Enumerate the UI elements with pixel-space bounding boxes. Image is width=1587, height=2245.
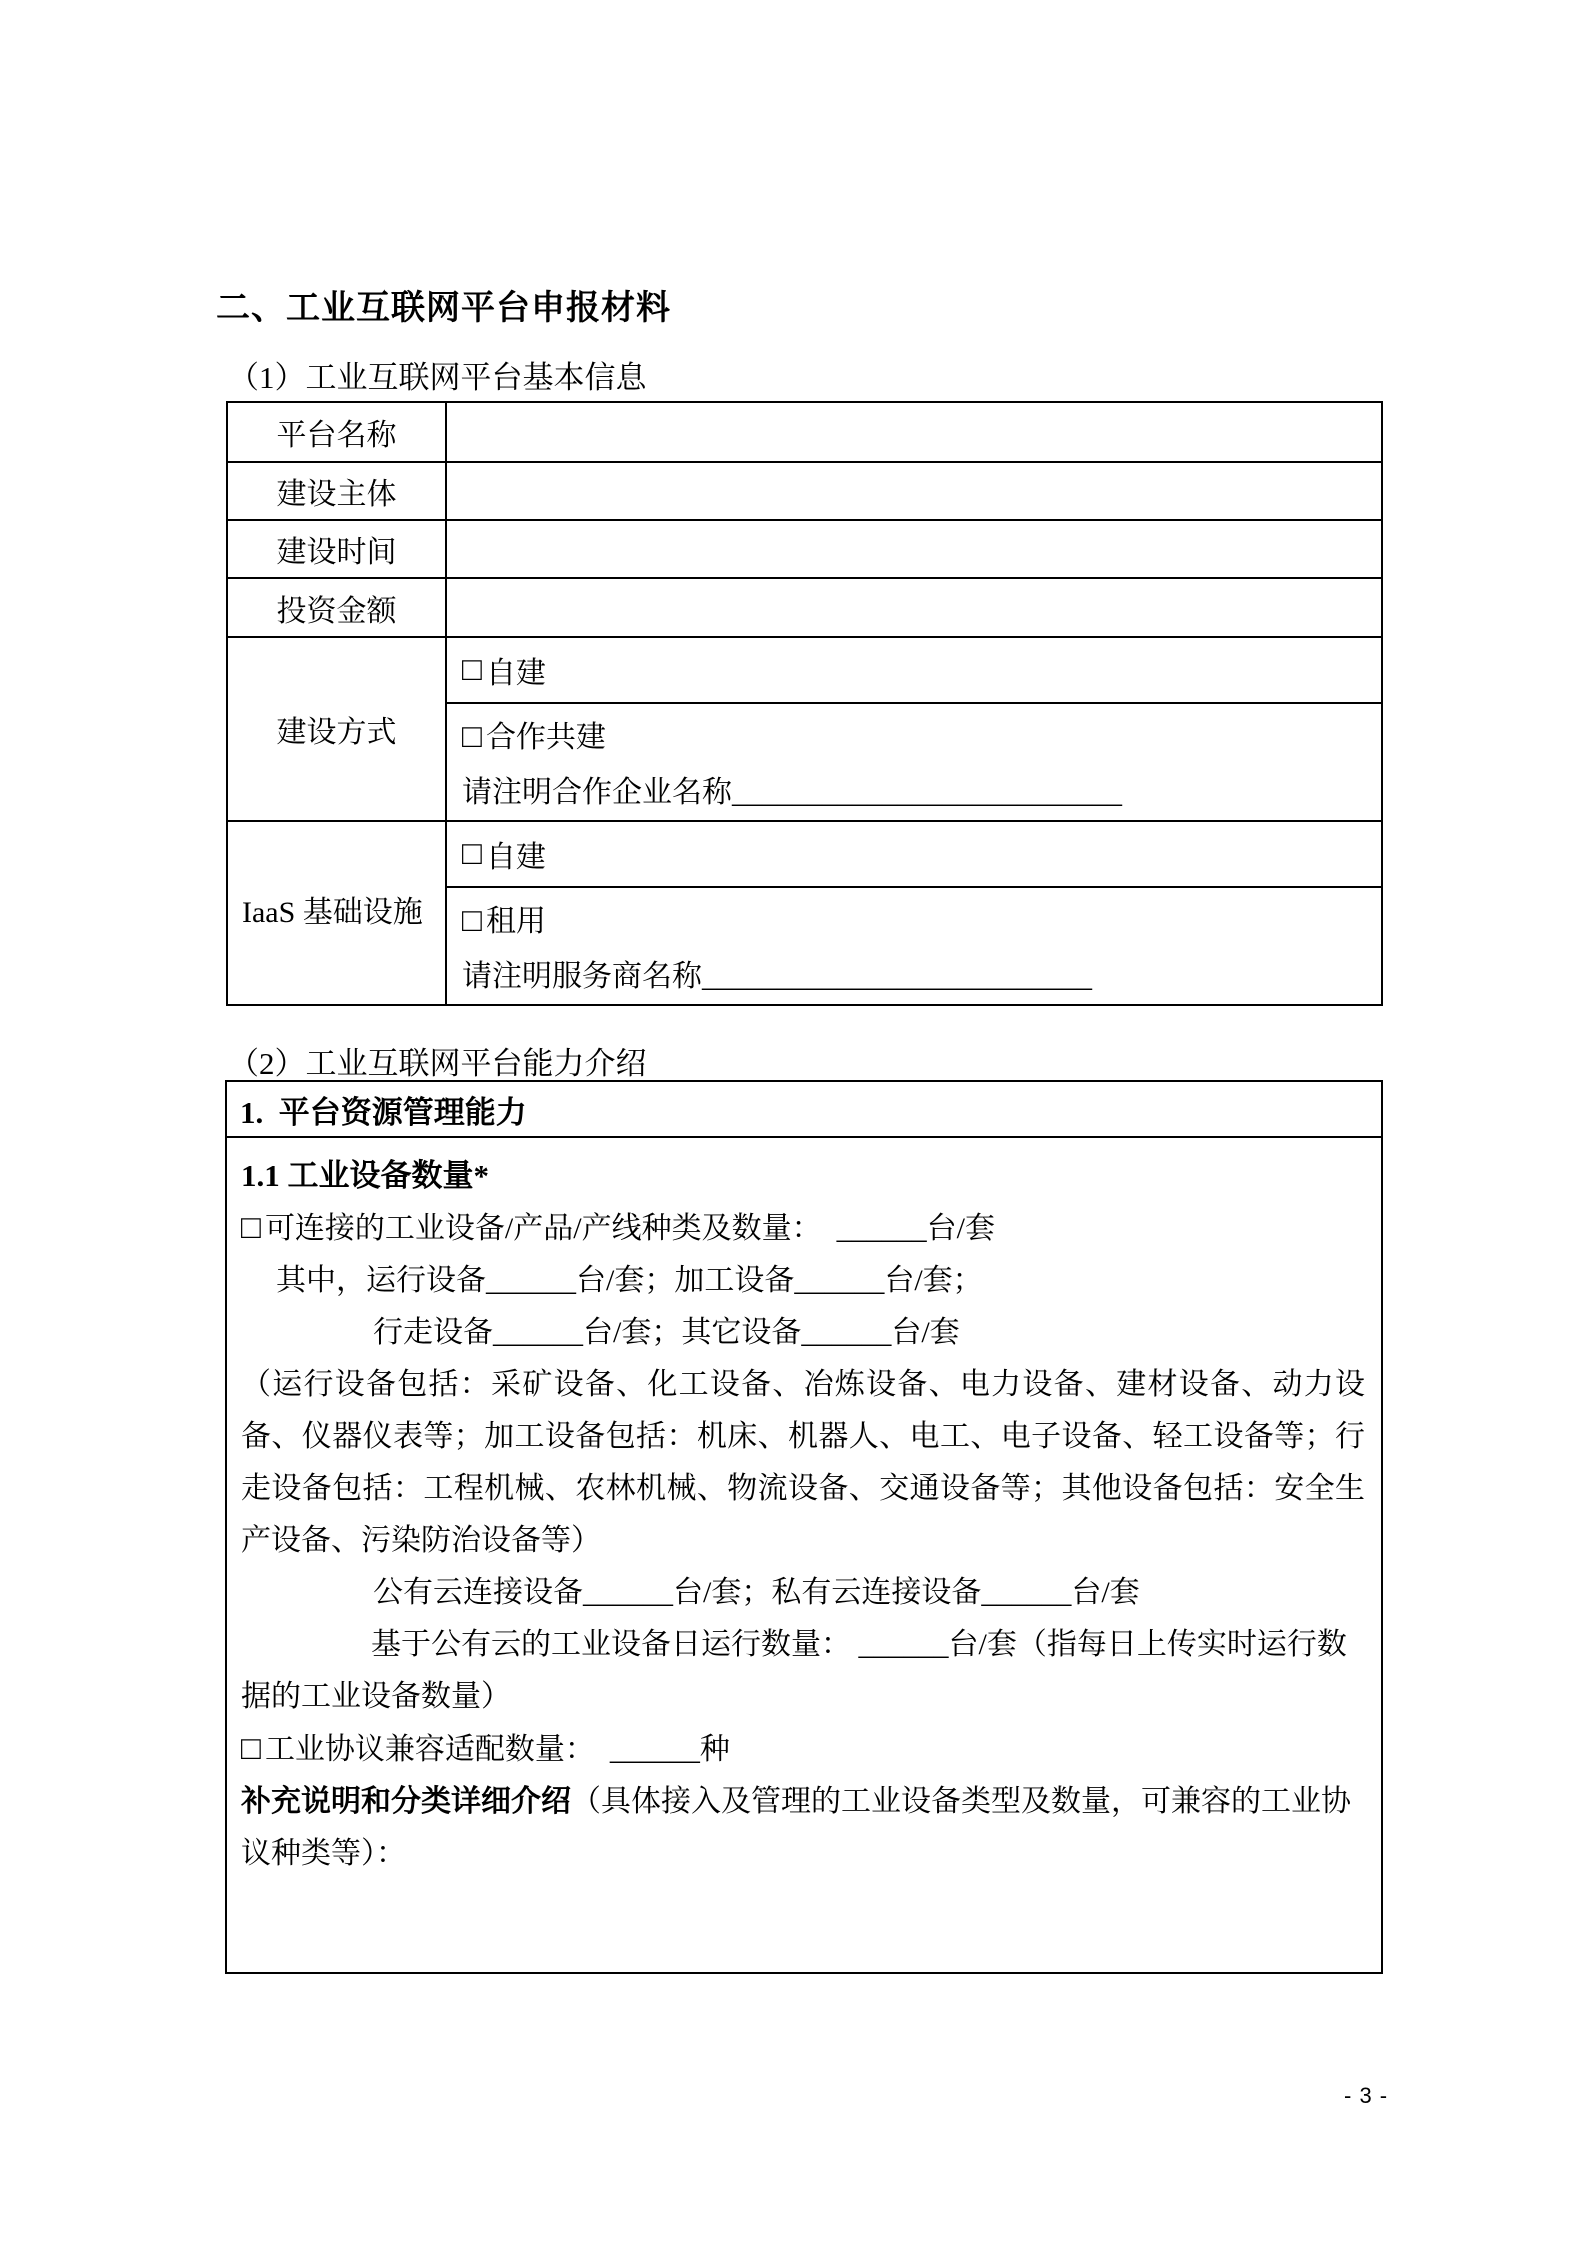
option-label: 自建 xyxy=(485,841,546,874)
build-self-option xyxy=(447,638,1381,702)
option-label: 合作共建 xyxy=(485,721,606,754)
connect-count-line: □ 可连接的工业设备/产品/产线种类及数量： ______台/套 xyxy=(241,1210,995,1246)
table-row xyxy=(228,577,1381,636)
coop-name-note: 请注明合作企业名称__________________________ xyxy=(462,776,1122,809)
checkbox-icon: □ xyxy=(241,1210,261,1246)
daily-run-line: 基于公有云的工业设备日运行数量： ______台/套（指每日上传实时运行数据的工业设备数量） xyxy=(241,1628,1347,1713)
device-categories-para: （运行设备包括：采矿设备、化工设备、冶炼设备、电力设备、建材设备、动力设备、仪器仪表等；加工设备包括：机床、机器人、电工、电子设备、轻工设备等；行走设备包括：工程机械、农林机械、物流设备、交通设备等；其他设备包括：安全生产设备、污染防治设备等） xyxy=(241,1368,1365,1557)
build-mode-row xyxy=(228,636,1381,820)
cloud-connect-line: 公有云连接设备______台/套；私有云连接设备______台/套 xyxy=(373,1576,1140,1609)
capability-table xyxy=(225,1080,1383,1974)
option-label: 租用 xyxy=(485,905,546,938)
supplement-intro-bold: 补充说明和分类详细介绍 xyxy=(241,1785,571,1818)
capability-body xyxy=(227,1138,1381,1880)
provider-name-note: 请注明服务商名称__________________________ xyxy=(462,960,1092,993)
checkbox-icon: □ xyxy=(462,903,482,939)
checkbox-icon: □ xyxy=(462,835,482,872)
platform-name-value-cell xyxy=(447,403,1381,461)
checkbox-icon: □ xyxy=(462,651,482,688)
page-title: 二、工业互联网平台申报材料 xyxy=(216,290,671,327)
capability-header: 1. 平台资源管理能力 xyxy=(227,1082,1381,1138)
builder-value-cell xyxy=(447,463,1381,519)
supplement-intro xyxy=(241,1776,1365,1880)
device-detail-line-2: 行走设备______台/套；其它设备______台/套 xyxy=(373,1316,960,1349)
iaas-row xyxy=(228,820,1381,1004)
protocol-count-line: □ 工业协议兼容适配数量： ______种 xyxy=(241,1731,730,1767)
row-label: 投资金额 xyxy=(228,579,447,636)
build-coop-option xyxy=(447,702,1381,820)
section-2-heading: （2）工业互联网平台能力介绍 xyxy=(228,1046,647,1081)
row-label: 建设主体 xyxy=(228,463,447,519)
section-1-heading: （1）工业互联网平台基本信息 xyxy=(228,360,647,395)
option-label: 自建 xyxy=(485,657,546,690)
iaas-label: IaaS 基础设施 xyxy=(228,888,447,938)
row-label: 平台名称 xyxy=(228,403,447,461)
iaas-self-option xyxy=(447,822,1381,886)
investment-value-cell xyxy=(447,579,1381,636)
build-time-value-cell xyxy=(447,521,1381,577)
table-row xyxy=(228,519,1381,577)
build-mode-label: 建设方式 xyxy=(228,638,447,820)
checkbox-icon: □ xyxy=(462,719,482,755)
table-row xyxy=(228,403,1381,461)
supplement-intro-rest: （具体接入及管理的工业设备类型及数量，可兼容的工业协议种类等）： xyxy=(241,1785,1351,1870)
device-detail-line-1: 其中，运行设备______台/套；加工设备______台/套； xyxy=(276,1264,983,1297)
iaas-rent-option xyxy=(447,886,1381,1004)
checkbox-icon: □ xyxy=(241,1731,261,1767)
device-count-subheader: 1.1 工业设备数量* xyxy=(241,1158,489,1193)
row-label: 建设时间 xyxy=(228,521,447,577)
table-row xyxy=(228,461,1381,519)
basic-info-table xyxy=(226,401,1383,1006)
page-number: - 3 - xyxy=(1344,2083,1389,2108)
